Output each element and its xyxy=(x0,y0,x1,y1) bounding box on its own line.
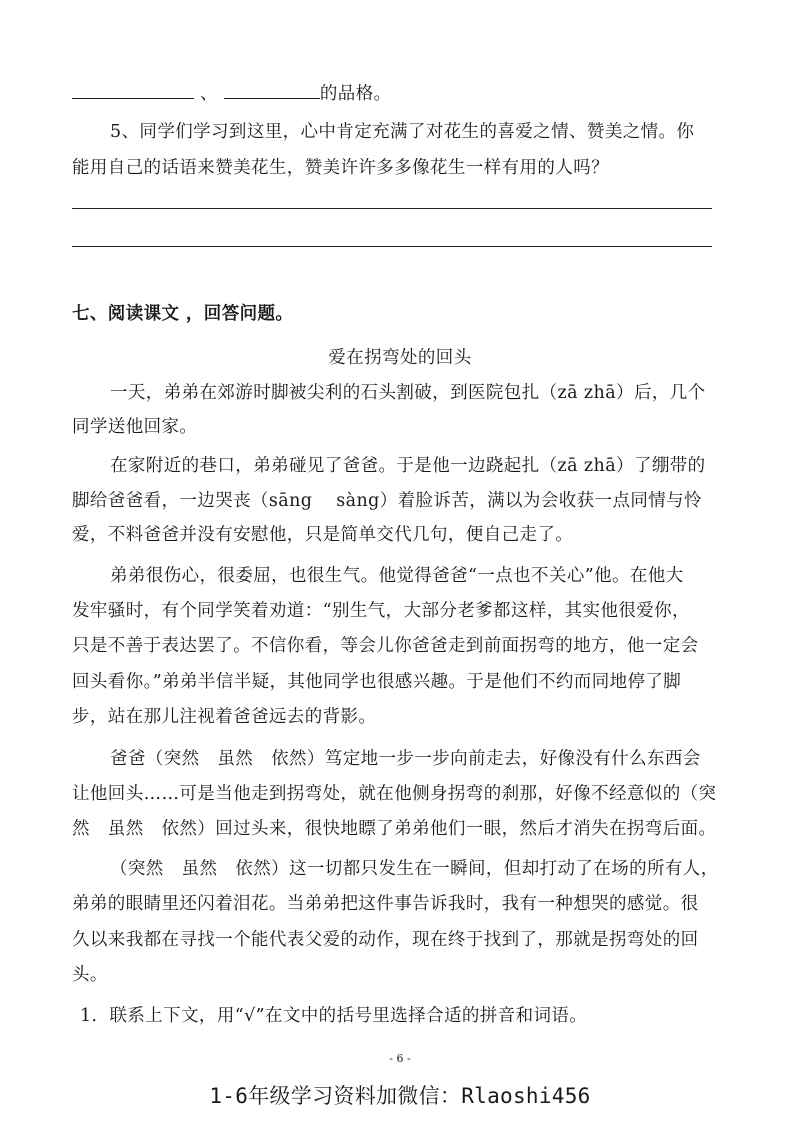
story-line: 同学送他回家。 xyxy=(72,417,198,437)
story-line: （突然 虽然 依然）这一切都只发生在一瞬间，但却打动了在场的所有人， xyxy=(110,859,719,879)
story-title: 爱在拐弯处的回头 xyxy=(328,348,472,368)
story-line: 弟弟很伤心，很委屈，也很生气。他觉得爸爸“一点也不关心”他。在他大 xyxy=(110,566,684,586)
story-line: 爱，不料爸爸并没有安慰他，只是简单交代几句，便自己走了。 xyxy=(72,525,574,545)
q5-line-1: 5、同学们学习到这里，心中肯定充满了对花生的喜爱之情、赞美之情。你 xyxy=(110,122,695,142)
story-line: 一天，弟弟在郊游时脚被尖利的石头割破，到医院包扎（zā zhā）后，几个 xyxy=(110,383,706,403)
story-line: 爸爸（突然 虽然 依然）笃定地一步一步向前走去，好像没有什么东西会 xyxy=(110,749,701,769)
answer-line-1[interactable] xyxy=(72,208,712,209)
answer-line-2[interactable] xyxy=(72,246,712,247)
story-line: 让他回头……可是当他走到拐弯处，就在他侧身拐弯的刹那，好像不经意似的（突 xyxy=(72,784,717,804)
q4-separator: 、 xyxy=(200,84,218,104)
story-line: 脚给爸爸看，一边哭丧（sāng sàng）着脸诉苦，满以为会收获一点同情与怜 xyxy=(72,491,702,511)
story-line: 久以来我都在寻找一个能代表父爱的动作，现在终于找到了，那就是拐弯处的回 xyxy=(72,930,699,950)
story-line: 回头看你。”弟弟半信半疑，其他同学也很感兴趣。于是他们不约而同地停了脚 xyxy=(72,672,682,692)
story-line: 头。 xyxy=(72,965,108,985)
page-number: - 6 - xyxy=(389,1052,411,1065)
answer-blank-1[interactable] xyxy=(72,97,194,99)
footer-ad: 1-6年级学习资料加微信：Rlaoshi456 xyxy=(209,1084,591,1108)
q5-line-2: 能用自己的话语来赞美花生，赞美许许多多像花生一样有用的人吗？ xyxy=(72,158,609,178)
section-heading: 七、阅读课文 ，回答问题。 xyxy=(72,304,294,324)
story-line: 在家附近的巷口，弟弟碰见了爸爸。于是他一边跷起扎（zā zhā）了绷带的 xyxy=(110,456,706,476)
story-line: 弟弟的眼睛里还闪着泪花。当弟弟把这件事告诉我时，我有一种想哭的感觉。很 xyxy=(72,894,699,914)
q4-suffix: 的品格。 xyxy=(319,84,392,104)
story-line: 只是不善于表达罢了。不信你看，等会儿你爸爸走到前面拐弯的地方，他一定会 xyxy=(72,636,699,656)
question-1: 1．联系上下文，用“√”在文中的括号里选择合适的拼音和词语。 xyxy=(80,1006,588,1026)
answer-blank-2[interactable] xyxy=(224,97,320,99)
story-line: 步，站在那儿注视着爸爸远去的背影。 xyxy=(72,707,377,727)
story-line: 然 虽然 依然）回过头来，很快地瞟了弟弟他们一眼，然后才消失在拐弯后面。 xyxy=(72,819,717,839)
q4-tail-line xyxy=(72,80,392,105)
story-line: 发牢骚时，有个同学笑着劝道：“别生气，大部分老爹都这样，其实他很爱你， xyxy=(72,601,690,621)
